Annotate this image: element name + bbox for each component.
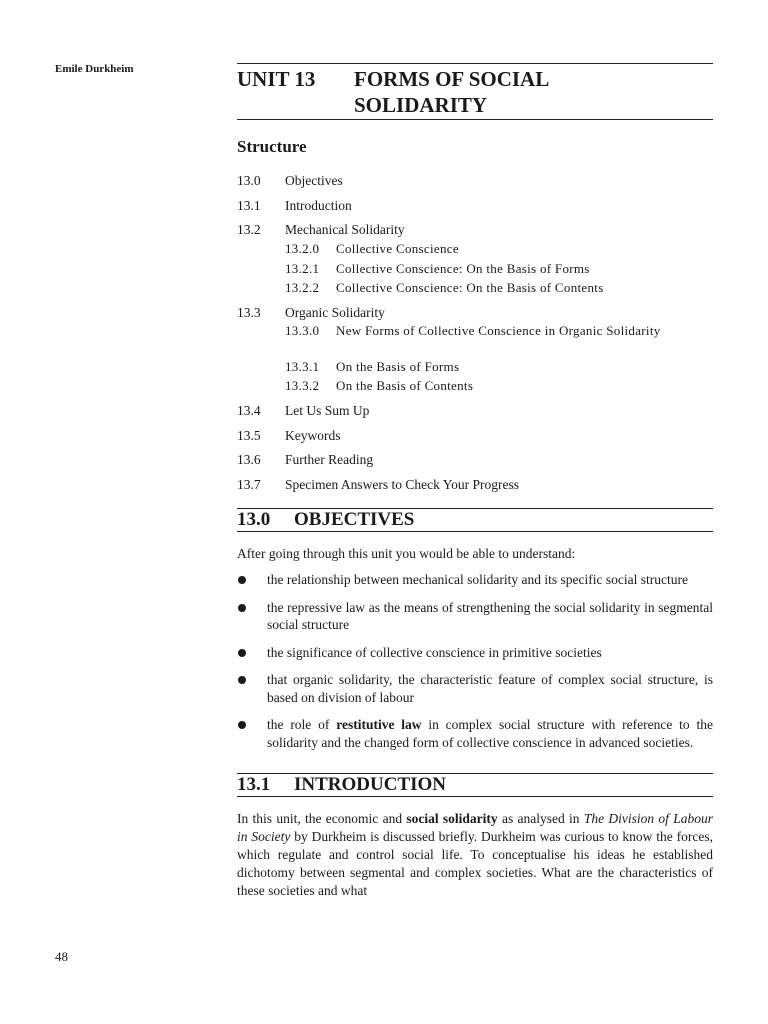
table-of-contents [237, 172, 713, 500]
list-item: the repressive law as the means of strengthening the social solidarity in segmental social structure [237, 599, 713, 634]
bullet-icon [238, 649, 246, 657]
bullet-icon [238, 721, 246, 729]
toc-item: 13.1 Introduction [237, 197, 352, 213]
toc-subitem: 13.2.2 Collective Conscience: On the Basis of Contents [285, 280, 604, 295]
running-head: Emile Durkheim [55, 63, 134, 75]
toc-item: 13.4 Let Us Sum Up [237, 403, 370, 418]
toc-item: 13.3 Organic Solidarity [237, 305, 385, 320]
toc-subitem: 13.3.1 On the Basis of Forms [285, 358, 460, 374]
unit-number: UNIT 13 [237, 67, 316, 91]
bullet-icon [238, 576, 246, 584]
bullet-icon [238, 604, 246, 612]
toc-subitem: 13.2.0 Collective Conscience [285, 241, 459, 256]
toc-item: 13.7 Specimen Answers to Check Your Progress [237, 476, 519, 492]
toc-subitem: 13.2.1 Collective Conscience: On the Basis of Forms [285, 260, 590, 276]
introduction-heading: 13.1 INTRODUCTION [237, 773, 713, 797]
main-content [237, 63, 713, 900]
book-title: The Division of Labour in Society [237, 811, 713, 844]
key-term: restitutive law [336, 717, 422, 732]
unit-heading [237, 63, 713, 120]
unit-title: FORMS OF SOCIAL SOLIDARITY [354, 67, 550, 117]
objectives-heading: 13.0 OBJECTIVES [237, 508, 713, 532]
objectives-intro: After going through this unit you would be able to understand: [237, 546, 576, 561]
structure-title: Structure [237, 137, 307, 156]
list-item: the relationship between mechanical solidarity and its specific social structure [237, 571, 713, 589]
introduction-paragraph: In this unit, the economic and social solidarity as analysed in The Division of Labour in Society by Durkheim is discussed briefly. Durkheim was curious to know the forces, which regulate and control social life. To conceptualise his ideas he established dichotomy between segmental and complex societies. What are the characteristics of these societies and what [237, 811, 713, 898]
page-number: 48 [55, 949, 68, 964]
list-item: the role of restitutive law in complex social structure with reference to the solidarity and the changed form of collective conscience in advanced societies. [237, 716, 713, 751]
toc-item: 13.2 Mechanical Solidarity [237, 222, 405, 237]
list-item: that organic solidarity, the characteristic feature of complex social structure, is based on division of labour [237, 671, 713, 706]
toc-item: 13.5 Keywords [237, 427, 341, 443]
toc-item: 13.0 Objectives [237, 173, 343, 188]
objectives-list [237, 571, 713, 751]
toc-item: 13.6 Further Reading [237, 452, 374, 467]
bullet-icon [238, 676, 246, 684]
toc-subitem: 13.3.2 On the Basis of Contents [285, 378, 474, 393]
key-term: social solidarity [406, 811, 498, 826]
list-item: the significance of collective conscience in primitive societies [237, 644, 713, 662]
toc-subitem: 13.3.0 New Forms of Collective Conscience in Organic Solidarity [285, 323, 661, 338]
